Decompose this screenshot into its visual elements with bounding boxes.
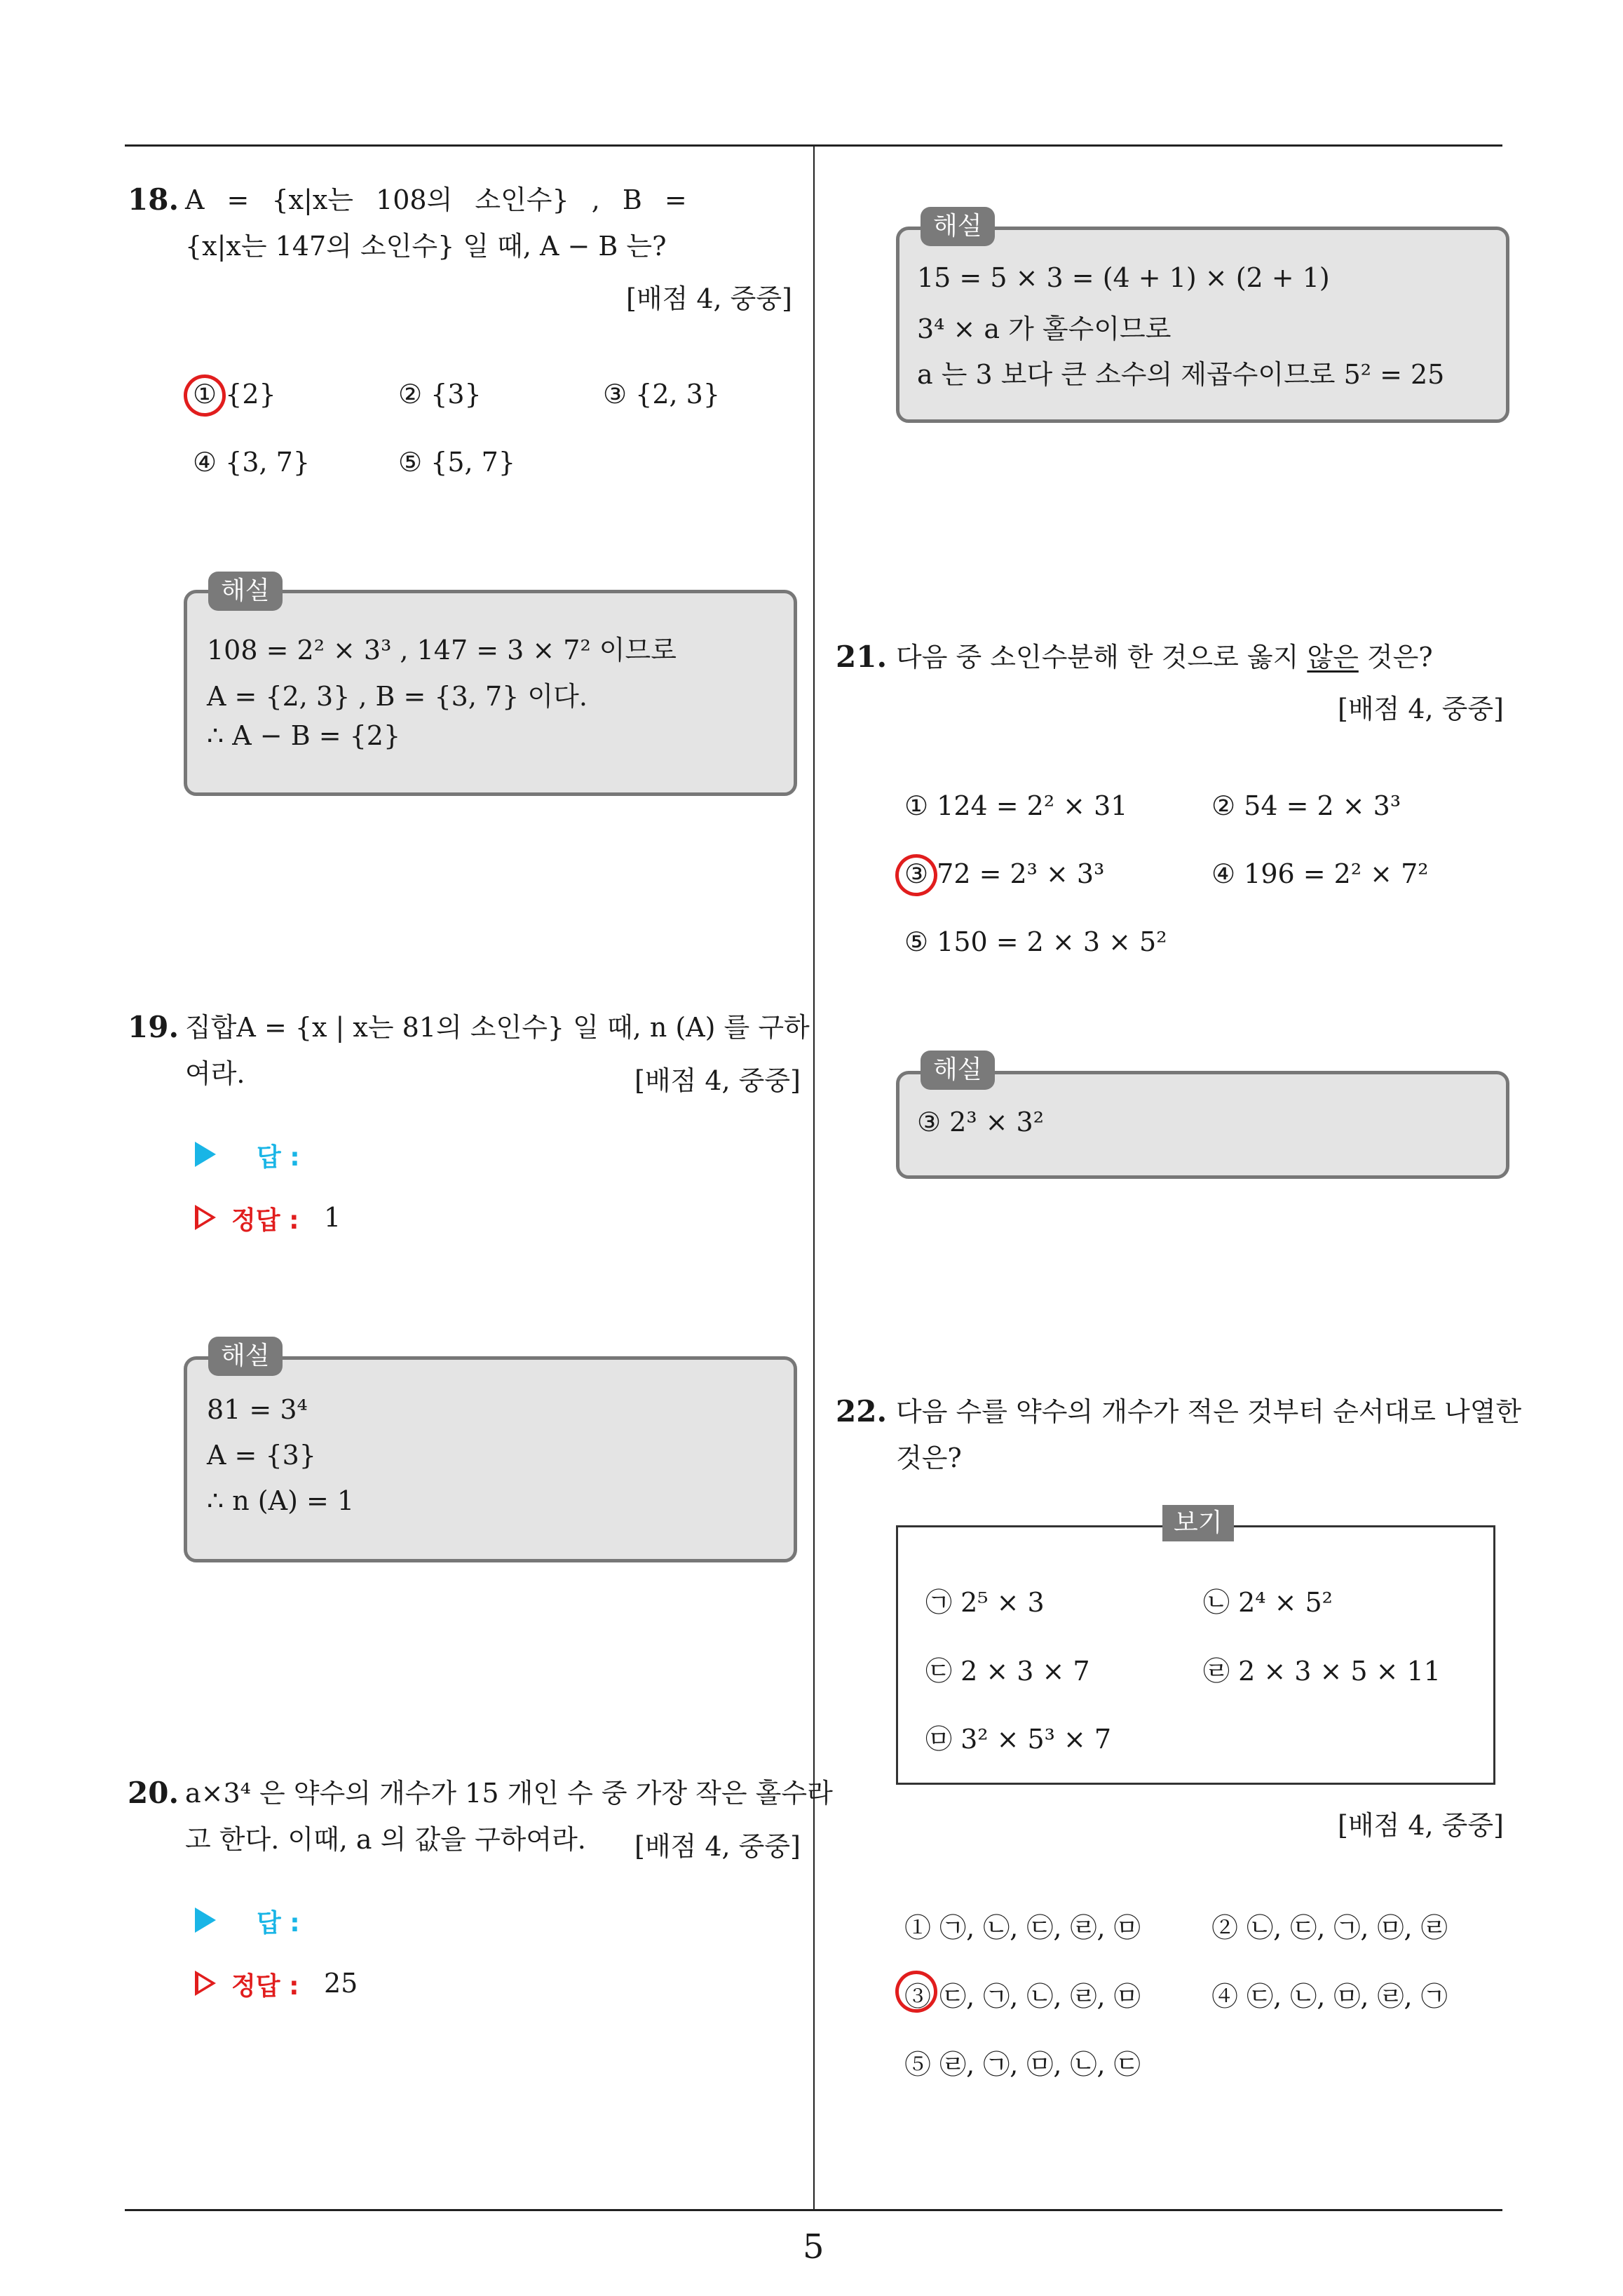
question-text-line2: {x|x는 147의 소인수} 일 때, A − B 는? — [185, 231, 667, 262]
solution-line: 108 = 2² × 3³ , 147 = 3 × 7² 이므로 — [207, 635, 677, 666]
answer-label: 답 : — [257, 1909, 300, 1938]
solution-tag: 해설 — [208, 1337, 283, 1376]
correct-arrow-icon — [195, 1971, 216, 1996]
score-label: [배점 4, 중중] — [1338, 694, 1504, 724]
correct-label: 정답 : — [231, 1206, 299, 1235]
solution-line: 15 = 5 × 3 = (4 + 1) × (2 + 1) — [917, 262, 1330, 293]
question-number: 18. — [128, 182, 179, 217]
solution-line: ∴ n (A) = 1 — [207, 1485, 355, 1516]
question-text-line2: 여라. — [185, 1058, 245, 1089]
question-text-line1: a×3⁴ 은 약수의 개수가 15 개인 수 중 가장 작은 홀수라 — [185, 1778, 833, 1809]
bogi-tag: 보기 — [1162, 1505, 1234, 1541]
choice-2[interactable]: ② 54 = 2 × 3³ — [1211, 790, 1401, 821]
choice-2[interactable]: ② {3} — [398, 379, 482, 410]
correct-value: 25 — [324, 1968, 358, 1999]
score-label: [배점 4, 중중] — [1338, 1810, 1504, 1841]
question-text-line1: A = {x|x는 108의 소인수} , B = — [185, 184, 687, 215]
solution-tag: 해설 — [208, 572, 283, 611]
question-number: 21. — [836, 640, 888, 674]
answer-label: 답 : — [257, 1143, 300, 1172]
choice-5[interactable]: ⑤ ㉣, ㉠, ㉤, ㉡, ㉢ — [904, 2049, 1141, 2080]
column-divider — [813, 144, 815, 2210]
solution-line: A = {2, 3} , B = {3, 7} 이다. — [207, 681, 588, 712]
choice-2[interactable]: ② ㉡, ㉢, ㉠, ㉤, ㉣ — [1211, 1912, 1448, 1943]
score-label: [배점 4, 중중] — [634, 1065, 801, 1096]
solution-line: a 는 3 보다 큰 소수의 제곱수이므로 5² = 25 — [917, 359, 1445, 390]
bottom-rule — [125, 2209, 1502, 2211]
solution-line: A = {3} — [207, 1440, 316, 1471]
choice-1[interactable]: ① 124 = 2² × 31 — [904, 790, 1128, 821]
question-text-line1: 집합A = {x | x는 81의 소인수} 일 때, n (A) 를 구하 — [185, 1012, 810, 1043]
page-number: 5 — [803, 2227, 824, 2267]
question-number: 20. — [128, 1776, 179, 1810]
choice-3[interactable]: ③ ㉢, ㉠, ㉡, ㉣, ㉤ — [904, 1981, 1141, 2012]
choice-4[interactable]: ④ 196 = 2² × 7² — [1211, 858, 1429, 889]
question-text-post: 것은? — [1358, 642, 1433, 673]
correct-arrow-icon — [195, 1205, 216, 1230]
answer-arrow-icon — [195, 1142, 216, 1167]
solution-line: ③ 2³ × 3² — [917, 1107, 1044, 1137]
correct-value: 1 — [324, 1202, 341, 1233]
answer-arrow-icon — [195, 1907, 216, 1933]
question-text-line2: 것은? — [896, 1443, 962, 1473]
solution-line: ∴ A − B = {2} — [207, 720, 401, 751]
solution-tag: 해설 — [921, 1051, 995, 1090]
score-label: [배점 4, 중중] — [626, 283, 792, 314]
choice-1[interactable]: ① {2} — [193, 379, 276, 410]
bogi-item: ㉣ 2 × 3 × 5 × 11 — [1203, 1656, 1441, 1687]
choice-1[interactable]: ① ㉠, ㉡, ㉢, ㉣, ㉤ — [904, 1912, 1141, 1943]
choice-4[interactable]: ④ {3, 7} — [193, 447, 311, 478]
choice-3[interactable]: ③ {2, 3} — [603, 379, 721, 410]
solution-tag: 해설 — [921, 207, 995, 246]
score-label: [배점 4, 중중] — [634, 1831, 801, 1862]
choice-5[interactable]: ⑤ {5, 7} — [398, 447, 516, 478]
bogi-item: ㉤ 3² × 5³ × 7 — [925, 1724, 1112, 1755]
question-number: 19. — [128, 1010, 179, 1044]
question-text-line1 — [896, 634, 1433, 680]
correct-label: 정답 : — [231, 1972, 299, 2001]
solution-line: 3⁴ × a 가 홀수이므로 — [917, 313, 1172, 344]
bogi-item: ㉡ 2⁴ × 5² — [1203, 1587, 1333, 1618]
solution-line: 81 = 3⁴ — [207, 1394, 308, 1425]
question-text-line2: 고 한다. 이때, a 의 값을 구하여라. — [185, 1824, 586, 1855]
question-text-underlined: 않은 — [1307, 642, 1359, 673]
choice-3[interactable]: ③ 72 = 2³ × 3³ — [904, 858, 1105, 889]
question-text-pre: 다음 중 소인수분해 한 것으로 옳지 — [896, 642, 1308, 673]
choice-4[interactable]: ④ ㉢, ㉡, ㉤, ㉣, ㉠ — [1211, 1981, 1448, 2012]
question-number: 22. — [836, 1394, 888, 1429]
bogi-item: ㉠ 2⁵ × 3 — [925, 1587, 1045, 1618]
question-text-line1: 다음 수를 약수의 개수가 적은 것부터 순서대로 나열한 — [896, 1396, 1522, 1427]
bogi-item: ㉢ 2 × 3 × 7 — [925, 1656, 1090, 1687]
choice-5[interactable]: ⑤ 150 = 2 × 3 × 5² — [904, 926, 1167, 957]
